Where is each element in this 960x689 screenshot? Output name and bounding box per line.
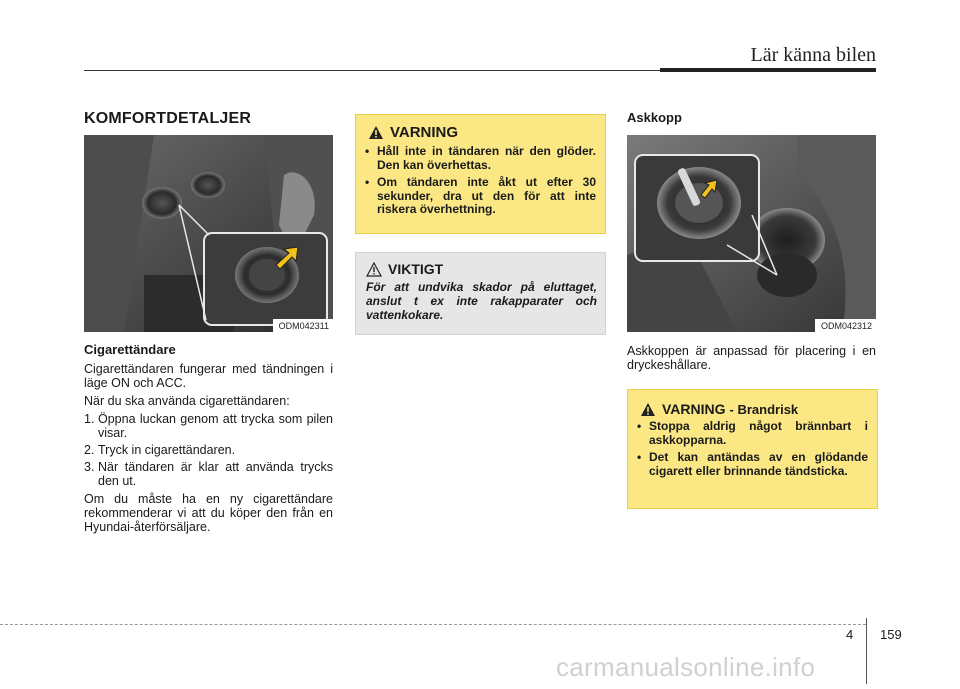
outro-paragraph: Om du måste ha en ny cigarettändare rekommenderar vi att du köper den från en Hyundai-återförsäljare.: [84, 492, 333, 534]
notice-title: VIKTIGT: [388, 261, 444, 277]
ashtray-text: [627, 344, 876, 376]
steps-list: [84, 412, 333, 488]
header-rule: [84, 70, 660, 71]
ashtray-heading: Askkopp: [627, 110, 682, 125]
notice-text: För att undvika skador på eluttaget, anslut t ex inte rakapparater och vattenkokare.: [366, 280, 597, 322]
chapter-number: 4: [846, 627, 854, 642]
warning-icon: [368, 125, 384, 140]
page-number: 159: [880, 627, 902, 642]
cigarette-lighter-photo: [84, 135, 333, 332]
image-label: ODM042311: [273, 319, 333, 332]
list-item: 3. När tändaren är klar att använda trycks den ut.: [84, 460, 333, 488]
list-item: • Stoppa aldrig något brännbart i askkopparna.: [637, 419, 868, 447]
warning-list: [365, 145, 596, 217]
notice-box: [355, 252, 606, 335]
watermark: carmanualsonline.info: [556, 652, 816, 682]
footer-divider: [866, 618, 867, 684]
fire-warning-box: [627, 389, 878, 509]
cigarette-lighter-text: [84, 362, 333, 538]
fire-warning-title: VARNING: [662, 401, 726, 417]
list-item: • Håll inte in tändaren när den glöder. Den kan överhettas.: [365, 144, 596, 172]
list-item: • Det kan antändas av en glödande cigarett eller brinnande tändsticka.: [637, 450, 868, 478]
warning-box: [355, 114, 606, 234]
caution-icon: [366, 262, 382, 277]
fire-warning-list: [637, 420, 868, 478]
ashtray-paragraph: Askkoppen är anpassad för placering i en dryckeshållare.: [627, 344, 876, 372]
fire-warning-header: [640, 401, 877, 417]
warning-icon: [640, 402, 656, 417]
list-item: 1. Öppna luckan genom att trycka som pilen visar.: [84, 412, 333, 440]
warning-header: [368, 124, 605, 141]
list-item: 2. Tryck in cigarettändaren.: [84, 443, 236, 457]
header-rule-accent: [660, 68, 876, 72]
fire-warning-subtitle: - Brandrisk: [729, 401, 799, 417]
intro-paragraph: Cigarettändaren fungerar med tändningen i läge ON och ACC.: [84, 362, 333, 390]
warning-title: VARNING: [390, 124, 459, 141]
running-header-title: Lär känna bilen: [750, 44, 876, 66]
notice-header: [366, 261, 605, 277]
list-item: • Om tändaren inte åkt ut efter 30 sekunder, dra ut den för att inte riskera överhettning.: [365, 175, 596, 216]
section-title: KOMFORTDETALJER: [84, 110, 252, 127]
image-label: ODM042312: [815, 319, 876, 332]
lead-paragraph: När du ska använda cigarettändaren:: [84, 394, 290, 408]
cigarette-lighter-heading: Cigarettändare: [84, 342, 176, 357]
ashtray-photo: [627, 135, 876, 332]
footer-rule: [0, 624, 866, 626]
